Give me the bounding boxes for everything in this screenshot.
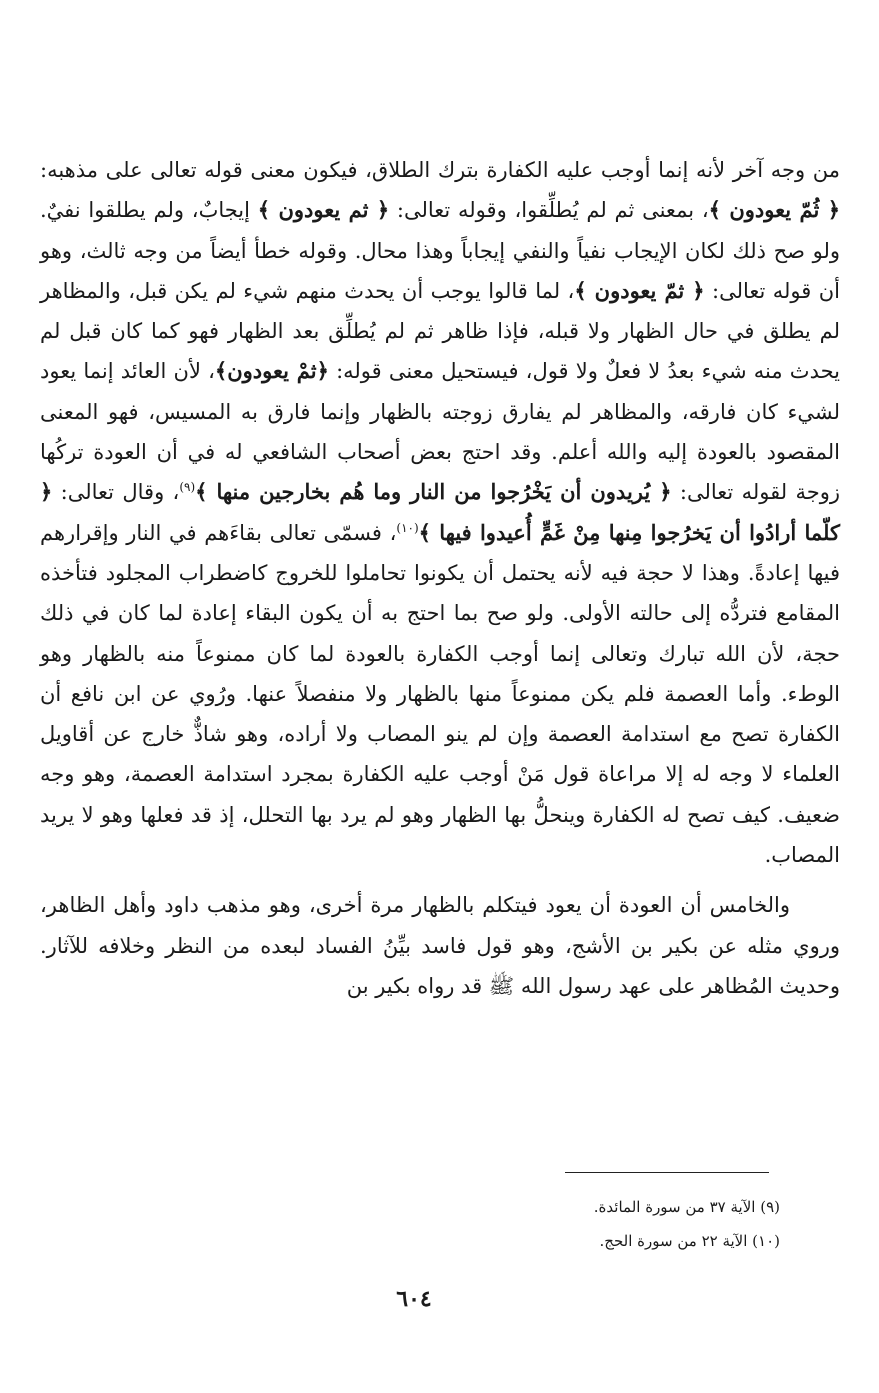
page-number: ٦٠٤ [396,1286,432,1312]
text-segment: إيجابٌ، ولم يطلقوا نفيٌ. ولو صح ذلك لكان الإيجاب نفياً والنفي إيجاباً وهذا محال. وقوله خطأ أيضاً من وجه ثالث، وهو أن قوله تعالى: [40,198,840,303]
text-segment: ، لما قالوا يوجب أن يحدث منهم شيء لم يكن قبل، والمظاهر لم يطلق في حال الظهار ولا قبله، فإذا ظاهر ثم لم يُطلِّق بعد الظهار فهو كما كان قبل لم يحدث منه شيء بعدُ لا فعلٌ ولا قول، فيستحيل معنى قوله: [40,278,840,384]
main-text [40,150,840,1006]
text-segment: ، بمعنى ثم لم يُطلِّقوا، وقوله تعالى: [389,198,709,223]
text-segment: ، فسمّى تعالى بقاءَهم في النار وإقرارهم فيها إعادةً. وهذا لا حجة فيه لأنه يحتمل أن يكونوا تحاملوا للخروج كاضطراب المجلود فتأخذه المقامع فتردُّه إلى حالته الأولى. ولو صح بما احتج به أن يكون البقاء إعادة لما كان في ذلك حجة، لأن الله تبارك وتعالى إنما أوجب الكفارة بالعودة لما كان ممنوعاً منه بالظهار وهو الوطء. وأما العصمة فلم يكن ممنوعاً منها بالظهار ولا منفصلاً عنها. ورُوي عن ابن نافع أن الكفارة تصح مع استدامة العصمة وإن لم ينو المصاب ولا أراده، وهو شاذٌّ خارج عن أقاويل العلماء لا وجه له إلا مراعاة قول مَنْ أوجب عليه الكفارة بمجرد استدامة العصمة، وهو وجه ضعيف. كيف تصح له الكفارة وينحلُّ بها الظهار وهو لم يرد بها التحلل، إذ قد فعلها وهو لا يريد المصاب. [40,520,841,868]
quran-quote: ﴿ ثُمّ يعودون ﴾ [708,197,840,223]
footnote: (١٠) الآية ٢٢ من سورة الحج. [599,1232,780,1250]
footnotes [440,1190,780,1258]
footnote-ref: (١٠) [396,520,419,535]
quran-quote: ﴿ ثم يعودون ﴾ [257,197,390,223]
text-segment: ، لأن العائد إنما يعود لشيء كان فارقه، والمظاهر لم يفارق زوجته بالظهار وإنما فارق به المسيس، فهو المعنى المقصود بالعودة إليه والله أعلم. وقد احتج بعض أصحاب الشافعي له في أن العودة تركُها زوجة لقوله تعالى: [40,359,840,505]
text-segment: ، وقال تعالى: [52,480,180,505]
footnote: (٩) الآية ٣٧ من سورة المائدة. [593,1198,780,1216]
quran-quote: ﴿ يُريدون أن يَخْرُجوا من النار وما هُم بخارجين منها ﴾ [195,479,672,505]
quran-quote: ﴿ كلّما أرادُوا أن يَخرُجوا مِنها مِنْ غَمٍّ أُعيدوا فيها ﴾ [40,479,840,545]
quran-quote: ﴿ ثمّ يعودون ﴾ [574,277,705,303]
paragraph-2: والخامس أن العودة أن يعود فيتكلم بالظهار مرة أخرى، وهو مذهب داود وأهل الظاهر، وروي مثله عن بكير بن الأشج، وهو قول فاسد بيِّنُ الفساد لبعده من النظر وخلافه للآثار. وحديث المُظاهر على عهد رسول الله ﷺ قد رواه بكير بن [40,893,840,998]
footnote-divider [565,1172,769,1173]
footnote-ref: (٩) [179,480,196,495]
text-segment: من وجه آخر لأنه إنما أوجب عليه الكفارة بترك الطلاق، فيكون معنى قوله تعالى على مذهبه: [40,158,840,182]
quran-quote: ﴿ثمْ يعودون﴾ [214,358,329,384]
paragraph-1 [40,150,840,875]
